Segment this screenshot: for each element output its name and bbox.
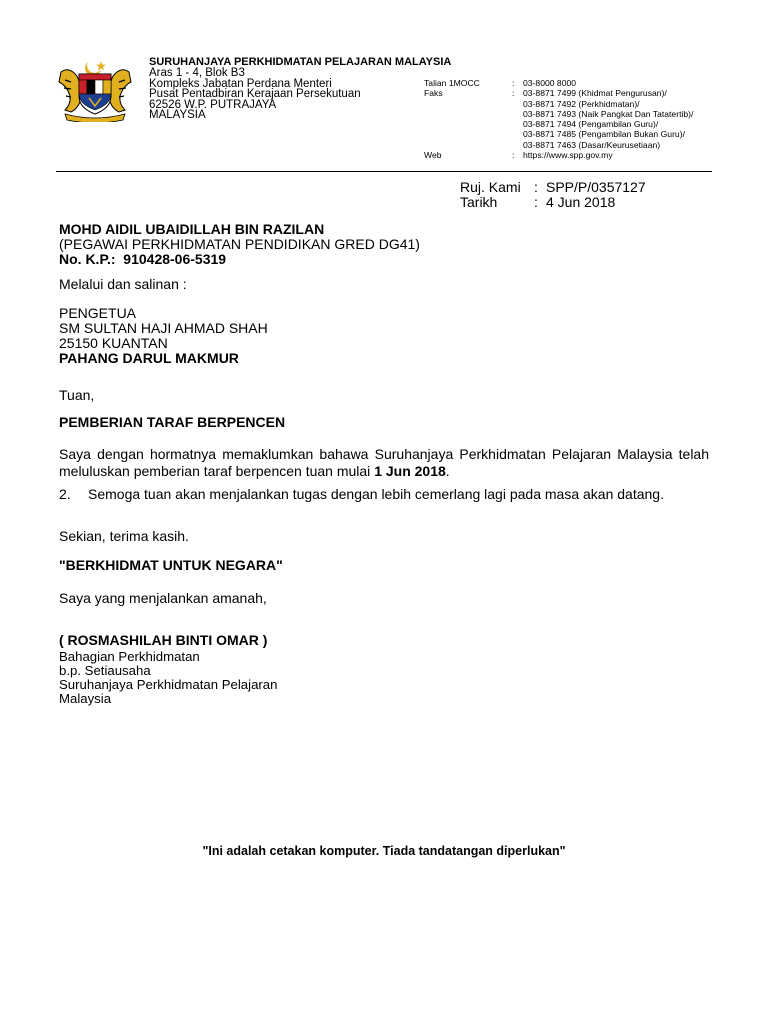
recipient-name: MOHD AIDIL UBAIDILLAH BIN RAZILAN	[59, 221, 325, 237]
copy-to-address	[59, 306, 268, 366]
phone-label: Talian 1MOCC	[424, 78, 480, 88]
colon: :	[534, 194, 538, 210]
signer-line: Suruhanjaya Perkhidmatan Pelajaran	[59, 677, 278, 692]
colon: :	[512, 78, 515, 88]
paragraph-1-text: Saya dengan hormatnya memaklumkan bahawa Suruhanjaya Perkhidmatan Pelajaran Malaysia telah meluluskan pemberian taraf berpencen tuan mulai	[59, 446, 709, 479]
reference-block	[460, 180, 646, 210]
reference-label: Ruj. Kami	[460, 179, 521, 195]
fax-row	[424, 88, 693, 98]
reference-value: SPP/P/0357127	[546, 179, 646, 195]
reference-row	[460, 180, 646, 195]
letter-subject: PEMBERIAN TARAF BERPENCEN	[59, 414, 286, 430]
organization-address	[149, 68, 361, 121]
fax-row-cont	[424, 109, 693, 119]
address-line: Aras 1 - 4, Blok B3	[149, 67, 245, 79]
footer-note: "Ini adalah cetakan komputer. Tiada tandatangan diperlukan"	[202, 844, 566, 858]
fax-label: Faks	[424, 88, 443, 99]
web-row	[424, 150, 693, 160]
phone-row	[424, 78, 693, 88]
signer-details	[59, 650, 277, 706]
fax-value: 03-8871 7492 (Perkhidmatan)/	[523, 98, 640, 109]
copy-to-line: 25150 KUANTAN	[59, 335, 168, 351]
recipient-position: (PEGAWAI PERKHIDMATAN PENDIDIKAN GRED DG41)	[59, 236, 420, 252]
fax-value: 03-8871 7494 (Pengambilan Guru)/	[523, 119, 659, 130]
colon: :	[534, 179, 538, 195]
paragraph-2	[59, 486, 709, 503]
phone-value: 03-8000 8000	[523, 78, 577, 88]
date-value: 4 Jun 2018	[546, 194, 616, 210]
motto: "BERKHIDMAT UNTUK NEGARA"	[59, 557, 283, 573]
recipient-block	[59, 222, 420, 267]
signer-line: b.p. Setiausaha	[59, 663, 151, 678]
signer-line: Bahagian Perkhidmatan	[59, 649, 200, 664]
organization-name: SURUHANJAYA PERKHIDMATAN PELAJARAN MALAYSIA	[149, 56, 452, 68]
contact-block	[424, 78, 693, 160]
fax-row-cont	[424, 99, 693, 109]
effective-date: 1 Jun 2018	[374, 463, 446, 479]
date-label: Tarikh	[460, 194, 498, 210]
paragraph-number: 2.	[59, 486, 71, 502]
web-label: Web	[424, 150, 442, 161]
address-line: Kompleks Jabatan Perdana Menteri	[149, 77, 332, 90]
paragraph-1	[59, 446, 709, 480]
fax-row-cont	[424, 119, 693, 129]
fax-value: 03-8871 7493 (Naik Pangkat Dan Tatatertib)/	[523, 108, 694, 119]
signer-name: ( ROSMASHILAH BINTI OMAR )	[59, 632, 268, 648]
copy-to-line: SM SULTAN HAJI AHMAD SHAH	[59, 320, 268, 336]
colon: :	[512, 88, 515, 99]
fax-row-cont	[424, 140, 693, 150]
header-divider	[56, 171, 712, 172]
fax-value: 03-8871 7485 (Pengambilan Bukan Guru)/	[523, 129, 685, 140]
fax-value: 03-8871 7499 (Khidmat Pengurusan)/	[523, 88, 667, 99]
recipient-id: No. K.P.: 910428-06-5319	[59, 251, 227, 267]
closing: Sekian, terima kasih.	[59, 528, 189, 544]
address-line: 62526 W.P. PUTRAJAYA	[149, 98, 277, 111]
copy-to-line: PENGETUA	[59, 305, 137, 321]
copy-to-state: PAHANG DARUL MAKMUR	[59, 350, 239, 366]
address-line: MALAYSIA	[149, 109, 206, 121]
address-line: Pusat Pentadbiran Kerajaan Persekutuan	[149, 88, 361, 100]
fax-row-cont	[424, 129, 693, 139]
paragraph-1-end: .	[445, 463, 450, 479]
malaysia-coat-of-arms-icon	[55, 58, 135, 122]
fax-value: 03-8871 7463 (Dasar/Keurusetiaan)	[523, 139, 661, 150]
trust-line: Saya yang menjalankan amanah,	[59, 590, 267, 606]
date-row	[460, 195, 646, 210]
web-value: https://www.spp.gov.my	[523, 150, 613, 161]
colon: :	[512, 150, 515, 161]
salutation: Tuan,	[59, 387, 95, 403]
copy-to-label: Melalui dan salinan :	[59, 276, 187, 292]
signer-line: Malaysia	[59, 691, 112, 706]
paragraph-2-text: Semoga tuan akan menjalankan tugas dengan lebih cemerlang lagi pada masa akan datang.	[88, 486, 664, 502]
